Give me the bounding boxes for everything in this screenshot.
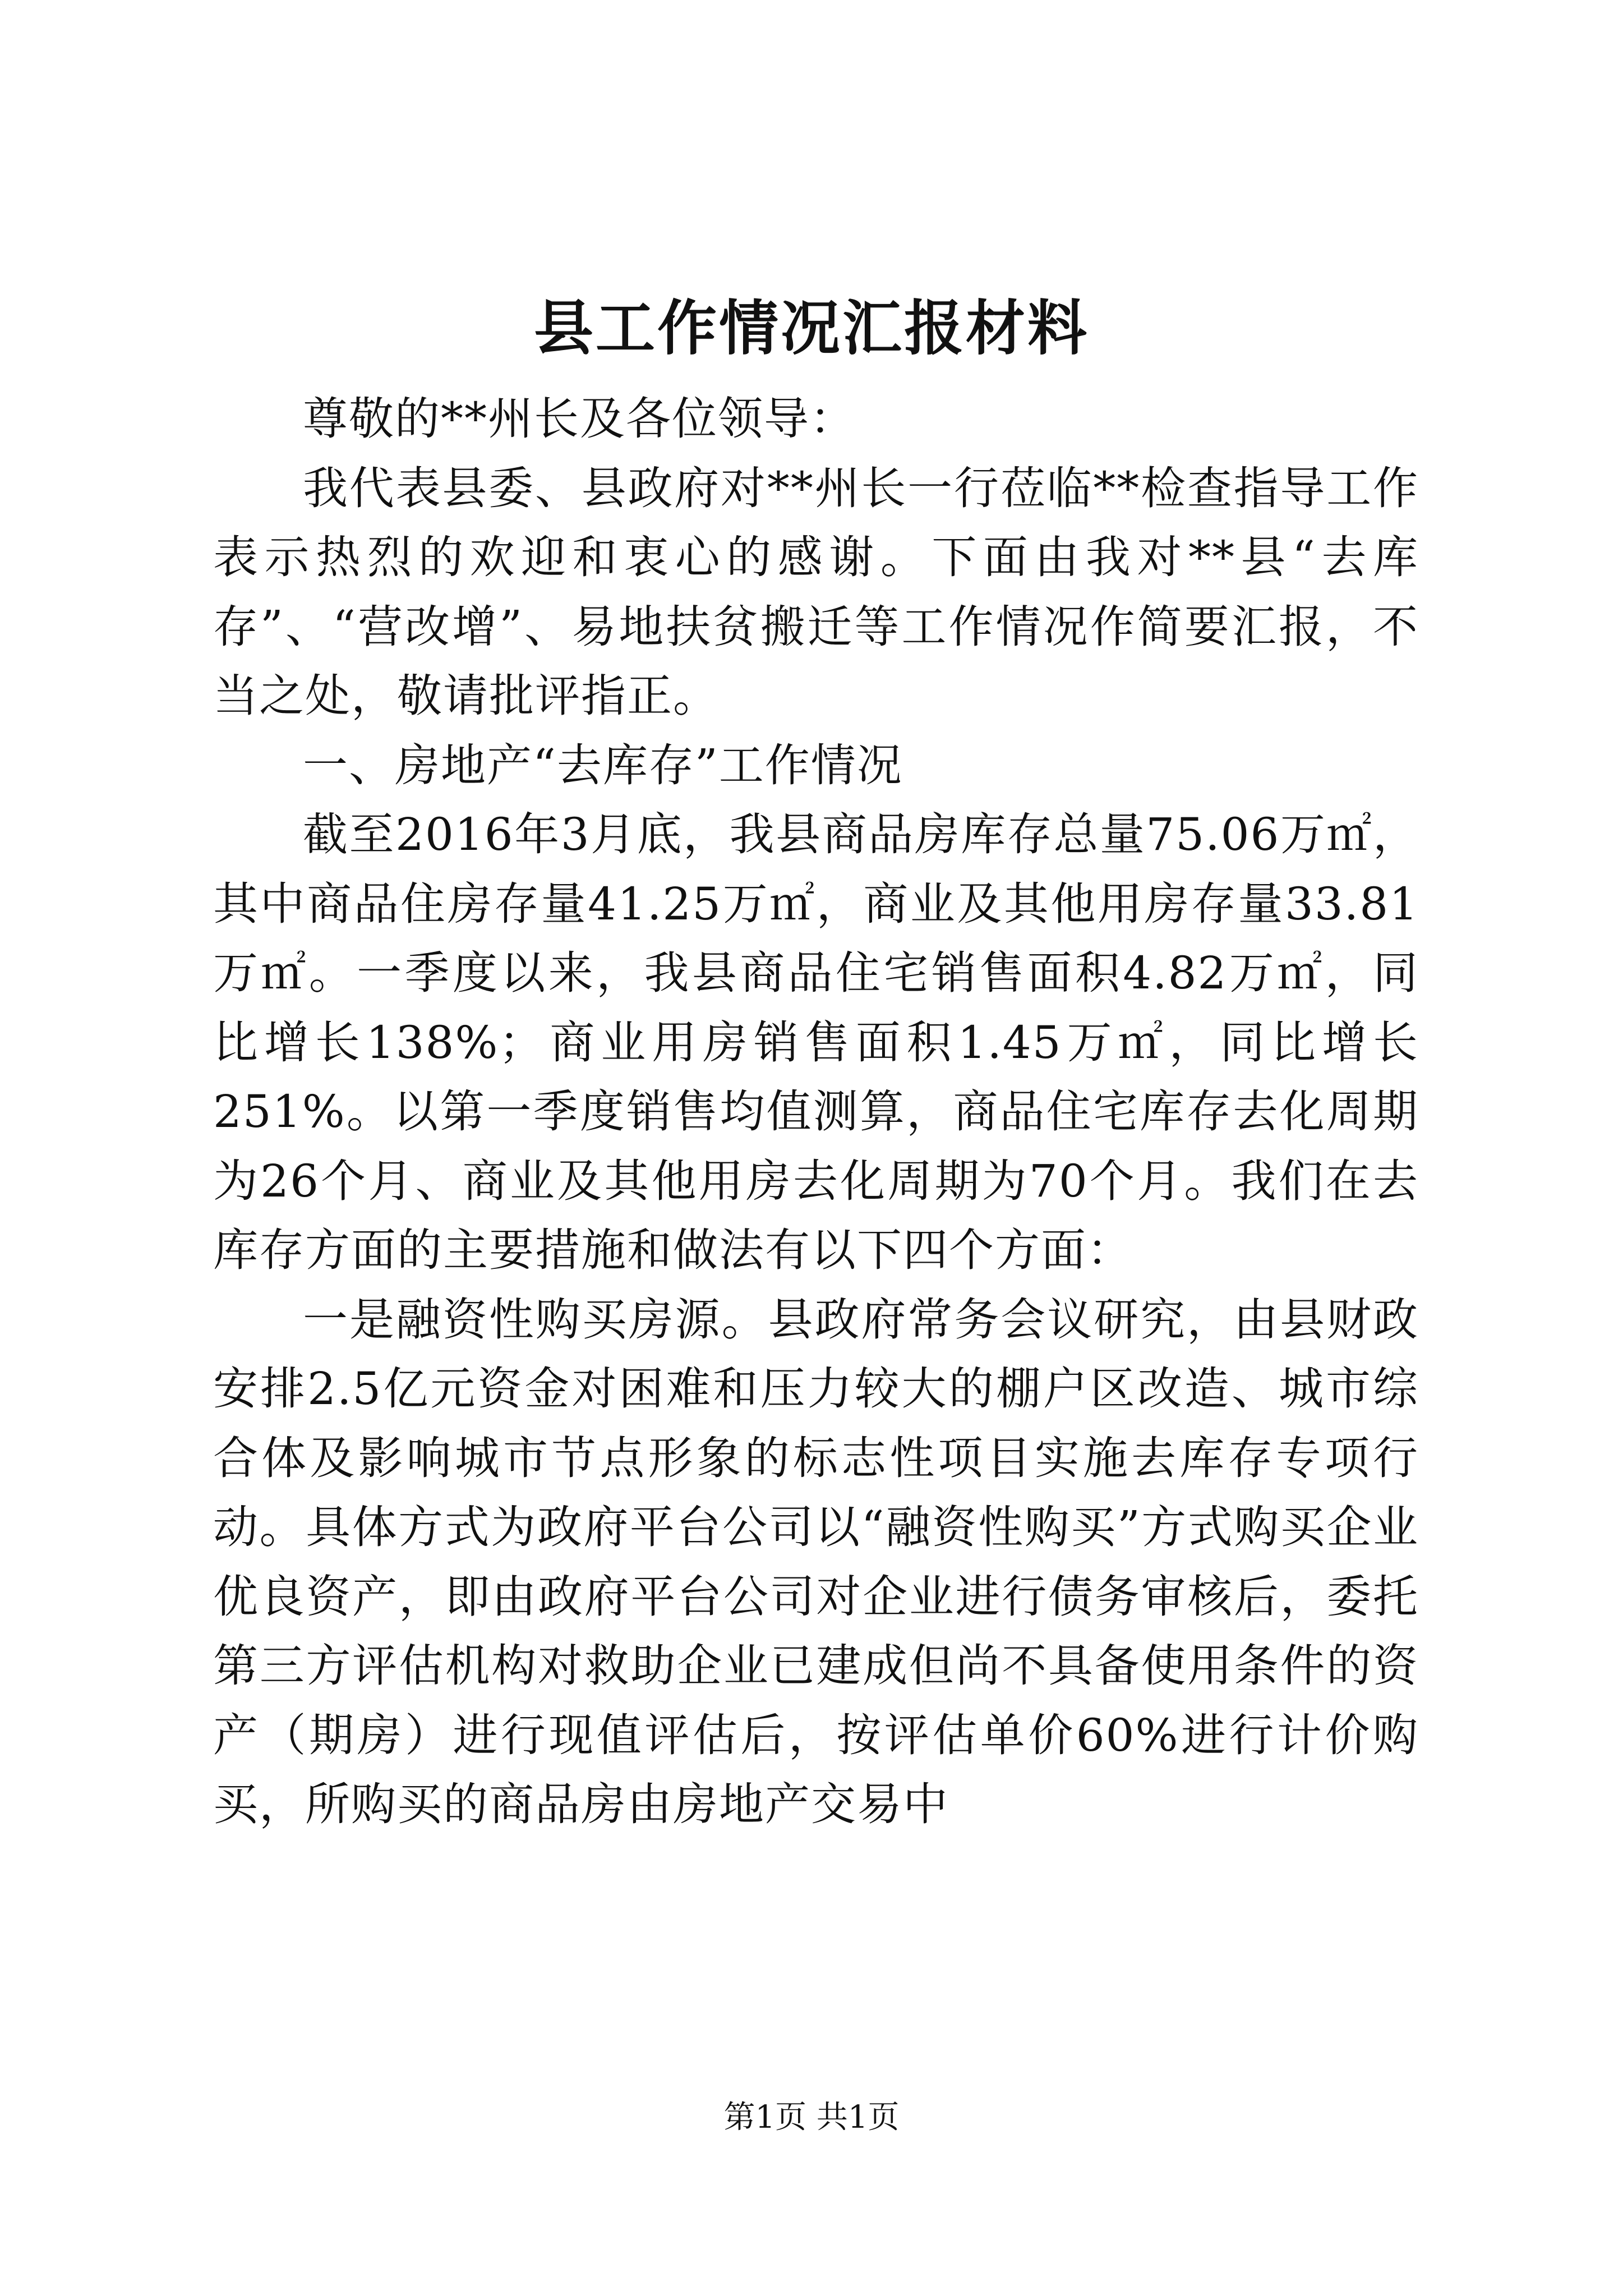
salutation-paragraph: 尊敬的**州长及各位领导： [303, 393, 856, 445]
page-footer: 第1页 共1页 [723, 2099, 900, 2136]
intro-paragraph: 我代表县委、县政府对**州长一行莅临**检查指导工作表示热烈的欢迎和衷心的感谢。下面由我对**县“去库存”、“营改增”、易地扶贫搬迁等工作情况作简要汇报，不当之处，敬请批评指正。 [213, 462, 1419, 722]
measure-paragraph: 一是融资性购买房源。县政府常务会议研究，由县财政安排2.5亿元资金对困难和压力较大的棚户区改造、城市综合体及影响城市节点形象的标志性项目实施去库存专项行动。具体方式为政府平台公司以“融资性购买”方式购买企业优良资产，即由政府平台公司对企业进行债务审核后，委托第三方评估机构对救助企业已建成但尚不具备使用条件的资产（期房）进行现值评估后，按评估单价60%进行计价购买，所购买的商品房由房地产交易中 [213, 1293, 1419, 1830]
document-title: 县工作情况汇报材料 [534, 293, 1089, 363]
document-body [213, 384, 1419, 1839]
section-heading: 一、房地产“去库存”工作情况 [303, 739, 903, 792]
inventory-paragraph: 截至2016年3月底，我县商品房库存总量75.06万㎡，其中商品住房存量41.25万㎡，商业及其他用房存量33.81万㎡。一季度以来，我县商品住宅销售面积4.82万㎡，同比增长138%；商业用房销售面积1.45万㎡，同比增长251%。以第一季度销售均值测算，商品住宅库存去化周期为26个月、商业及其他用房去化周期为70个月。我们在去库存方面的主要措施和做法有以下四个方面： [213, 808, 1419, 1276]
